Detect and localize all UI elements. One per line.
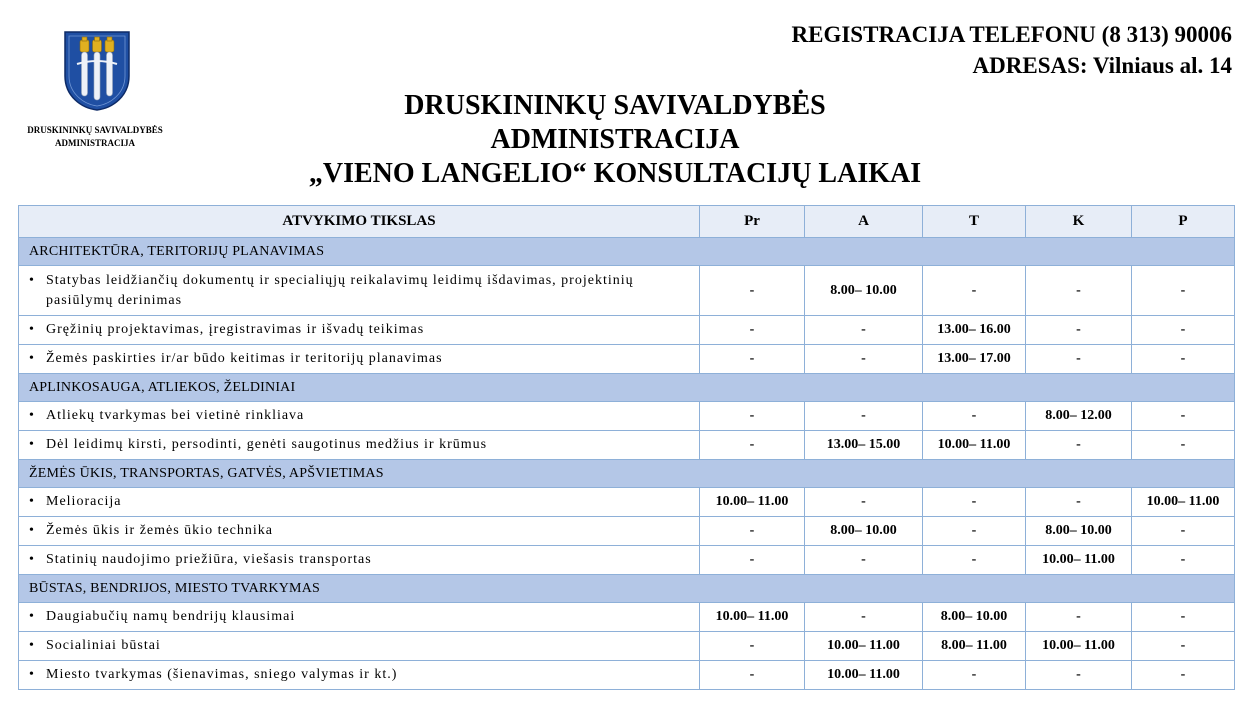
task-text: Gręžinių projektavimas, įregistravimas ir išvadų teikimas [46, 322, 425, 337]
time-cell-thursday: 8.00– 12.00 [1026, 402, 1132, 431]
time-cell-thursday: - [1026, 316, 1132, 345]
time-cell-monday: - [700, 402, 805, 431]
time-cell-tuesday: - [805, 316, 923, 345]
time-cell-friday: - [1132, 546, 1235, 575]
time-cell-friday: 10.00– 11.00 [1132, 488, 1235, 517]
section-row [19, 460, 1235, 488]
bullet-icon: • [29, 667, 35, 682]
time-cell-monday: 10.00– 11.00 [700, 603, 805, 632]
task-cell [19, 517, 700, 546]
task-text: Atliekų tvarkymas bei vietinė rinkliava [46, 408, 305, 423]
time-cell-wednesday: 13.00– 17.00 [923, 345, 1026, 374]
section-row [19, 374, 1235, 402]
time-cell-wednesday: - [923, 266, 1026, 316]
time-cell-friday: - [1132, 661, 1235, 690]
table-row [19, 402, 1235, 431]
bullet-icon: • [29, 609, 35, 624]
table-row [19, 546, 1235, 575]
time-cell-tuesday: 8.00– 10.00 [805, 266, 923, 316]
task-cell [19, 266, 700, 316]
section-title: BŪSTAS, BENDRIJOS, MIESTO TVARKYMAS [19, 575, 1235, 603]
column-header-thursday: K [1026, 206, 1132, 238]
table-row [19, 488, 1235, 517]
task-cell [19, 488, 700, 517]
time-cell-thursday: 10.00– 11.00 [1026, 546, 1132, 575]
table-row [19, 431, 1235, 460]
task-cell [19, 345, 700, 374]
task-text: Žemės ūkis ir žemės ūkio technika [46, 523, 273, 538]
table-row [19, 632, 1235, 661]
time-cell-wednesday: - [923, 402, 1026, 431]
section-row [19, 575, 1235, 603]
bullet-icon: • [29, 552, 35, 567]
section-row [19, 238, 1235, 266]
time-cell-wednesday: 10.00– 11.00 [923, 431, 1026, 460]
bullet-icon: • [29, 523, 35, 538]
time-cell-monday: - [700, 517, 805, 546]
task-text: Žemės paskirties ir/ar būdo keitimas ir teritorijų planavimas [46, 351, 443, 366]
time-cell-tuesday: 13.00– 15.00 [805, 431, 923, 460]
time-cell-monday: 10.00– 11.00 [700, 488, 805, 517]
time-cell-friday: - [1132, 316, 1235, 345]
task-text: Miesto tvarkymas (šienavimas, sniego valymas ir kt.) [46, 667, 398, 682]
table-body [19, 238, 1235, 690]
time-cell-wednesday: - [923, 661, 1026, 690]
time-cell-friday: - [1132, 266, 1235, 316]
time-cell-wednesday: - [923, 546, 1026, 575]
title-line-2: ADMINISTRACIJA [490, 124, 740, 155]
time-cell-monday: - [700, 266, 805, 316]
task-cell [19, 546, 700, 575]
time-cell-tuesday: - [805, 546, 923, 575]
bullet-icon: • [29, 322, 35, 337]
time-cell-thursday: - [1026, 603, 1132, 632]
title-line-3: „VIENO LANGELIO“ KONSULTACIJŲ LAIKAI [308, 158, 922, 189]
task-cell [19, 431, 700, 460]
time-cell-thursday: - [1026, 266, 1132, 316]
time-cell-wednesday: 8.00– 10.00 [923, 603, 1026, 632]
task-cell [19, 603, 700, 632]
time-cell-wednesday: - [923, 517, 1026, 546]
section-title: ARCHITEKTŪRA, TERITORIJŲ PLANAVIMAS [19, 238, 1235, 266]
time-cell-friday: - [1132, 632, 1235, 661]
bullet-icon: • [29, 351, 35, 366]
time-cell-tuesday: - [805, 603, 923, 632]
bullet-icon: • [29, 437, 35, 452]
time-cell-thursday: - [1026, 661, 1132, 690]
bullet-icon: • [29, 494, 35, 509]
time-cell-monday: - [700, 431, 805, 460]
time-cell-monday: - [700, 661, 805, 690]
time-cell-friday: - [1132, 402, 1235, 431]
time-cell-tuesday: - [805, 345, 923, 374]
time-cell-monday: - [700, 546, 805, 575]
task-text: Melioracija [46, 494, 122, 509]
column-header-tuesday: A [805, 206, 923, 238]
table-row [19, 603, 1235, 632]
time-cell-tuesday: - [805, 402, 923, 431]
time-cell-wednesday: - [923, 488, 1026, 517]
bullet-icon: • [29, 272, 35, 288]
task-cell [19, 632, 700, 661]
column-header-friday: P [1132, 206, 1235, 238]
time-cell-thursday: - [1026, 431, 1132, 460]
column-header-monday: Pr [700, 206, 805, 238]
table-header-row [19, 206, 1235, 238]
phone-line: REGISTRACIJA TELEFONU (8 313) 90006 [791, 22, 1232, 47]
time-cell-tuesday: 10.00– 11.00 [805, 661, 923, 690]
address-line: ADRESAS: Vilniaus al. 14 [972, 53, 1232, 78]
contact-info [792, 19, 1232, 81]
time-cell-thursday: - [1026, 345, 1132, 374]
task-cell [19, 661, 700, 690]
task-cell [19, 402, 700, 431]
task-text: Socialiniai būstai [46, 638, 161, 653]
time-cell-wednesday: 13.00– 16.00 [923, 316, 1026, 345]
table-row [19, 661, 1235, 690]
time-cell-monday: - [700, 345, 805, 374]
task-text: Statinių naudojimo priežiūra, viešasis transportas [46, 552, 372, 567]
time-cell-tuesday: 8.00– 10.00 [805, 517, 923, 546]
time-cell-friday: - [1132, 603, 1235, 632]
table-row [19, 517, 1235, 546]
time-cell-tuesday: - [805, 488, 923, 517]
task-text: Dėl leidimų kirsti, persodinti, genėti saugotinus medžius ir krūmus [46, 437, 488, 452]
consultation-schedule-table [18, 205, 1235, 690]
logo-caption: DRUSKININKŲ SAVIVALDYBĖS ADMINISTRACIJA [27, 125, 163, 148]
section-title: APLINKOSAUGA, ATLIEKOS, ŽELDINIAI [19, 374, 1235, 402]
time-cell-friday: - [1132, 517, 1235, 546]
title-line-1: DRUSKININKŲ SAVIVALDYBĖS [404, 90, 826, 121]
column-header-wednesday: T [923, 206, 1026, 238]
time-cell-friday: - [1132, 431, 1235, 460]
time-cell-monday: - [700, 632, 805, 661]
time-cell-thursday: - [1026, 488, 1132, 517]
time-cell-tuesday: 10.00– 11.00 [805, 632, 923, 661]
task-text: Daugiabučių namų bendrijų klausimai [46, 609, 296, 624]
bullet-icon: • [29, 638, 35, 653]
table-row [19, 345, 1235, 374]
column-header-purpose: ATVYKIMO TIKSLAS [19, 206, 700, 238]
page-title [220, 89, 1010, 191]
time-cell-wednesday: 8.00– 11.00 [923, 632, 1026, 661]
task-cell [19, 316, 700, 345]
task-text: Statybas leidžiančių dokumentų ir specialiųjų reikalavimų leidimų išdavimas, projektinių pasiūlymų derinimas [46, 272, 634, 308]
table-row [19, 266, 1235, 316]
time-cell-friday: - [1132, 345, 1235, 374]
coat-of-arms-logo [63, 30, 131, 112]
time-cell-thursday: 8.00– 10.00 [1026, 517, 1132, 546]
time-cell-thursday: 10.00– 11.00 [1026, 632, 1132, 661]
table-row [19, 316, 1235, 345]
bullet-icon: • [29, 408, 35, 423]
section-title: ŽEMĖS ŪKIS, TRANSPORTAS, GATVĖS, APŠVIETIMAS [19, 460, 1235, 488]
time-cell-monday: - [700, 316, 805, 345]
